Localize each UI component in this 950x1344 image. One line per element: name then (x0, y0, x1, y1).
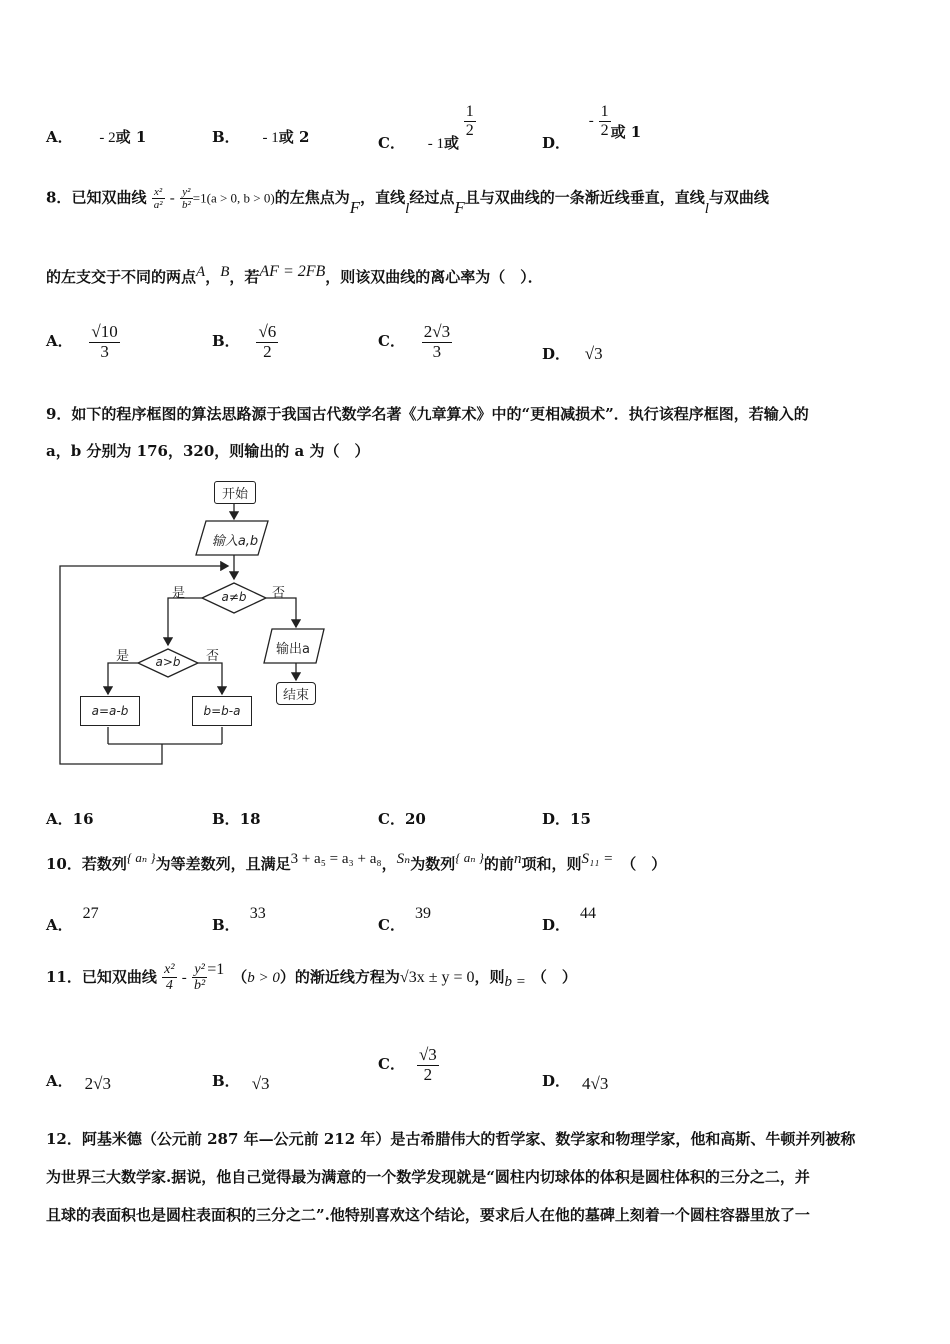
flow-box-b-minus-a: b=b-a (192, 696, 252, 726)
point-f: F (454, 197, 465, 217)
q9-option-b (212, 808, 261, 829)
q10-text: 的前 (483, 855, 514, 873)
frac-den: 2 (423, 1064, 433, 1084)
frac-den: b² (194, 978, 206, 994)
frac-num: √3 (418, 1045, 437, 1064)
question-number: 8． (46, 188, 72, 207)
frac-num: x² (164, 962, 175, 977)
option-label: B． (212, 916, 240, 934)
q9-option-a (46, 808, 94, 829)
q8-equation: AF = 2FB (259, 263, 326, 280)
frac-num: y² (192, 962, 207, 978)
flow-start: 开始 (214, 481, 256, 504)
flow-cond1-label: a≠b (221, 590, 247, 604)
option-value: 2√3 (84, 1074, 111, 1093)
question-number: 10． (46, 855, 82, 873)
option-label: B． (212, 128, 240, 146)
option-value: 16 (72, 810, 94, 828)
q11-eq: =1 (207, 960, 225, 978)
q8-text: ，则该双曲线的离心率为（ ）． (325, 268, 543, 286)
q10-text: （ ） (621, 855, 667, 873)
q9-option-d (542, 808, 591, 829)
q11-asymptote: √3x ± y = 0 (399, 968, 475, 986)
q8-text: 与双曲线 (708, 188, 769, 207)
fraction-x2-4 (162, 962, 176, 994)
option-suffix: 或 2 (278, 128, 310, 146)
sequence-an: { aₙ } (455, 850, 484, 865)
q11-text: 已知双曲线 (81, 967, 157, 986)
option-label: C． (378, 134, 405, 153)
fraction (417, 1046, 439, 1084)
frac-den: 3 (432, 341, 442, 361)
q11-text: （ ） (531, 967, 577, 986)
arrow-cond2-no (198, 663, 222, 694)
q10-text: ， (381, 855, 397, 873)
option-value: - 1 (262, 130, 279, 146)
q9-option-c (378, 808, 426, 829)
option-label: C． (378, 810, 405, 828)
q11-text: ，则 (474, 967, 505, 986)
option-value: 44 (580, 905, 597, 922)
frac-den: 2 (600, 121, 609, 139)
q9-line2: a，b 分别为 176，320，则输出的 a 为（ ） (46, 442, 370, 460)
line-l: l (405, 200, 410, 217)
q11-option-c (378, 1046, 439, 1084)
option-value: 33 (249, 905, 266, 922)
option-label: A． (46, 128, 73, 146)
q11-condition: b > 0 (247, 969, 280, 986)
option-suffix: 或 1 (610, 123, 642, 142)
q8-text: ，若 (229, 268, 260, 286)
q9-line1: 9．如下的程序框图的算法思路源于我国古代数学名著《九章算术》中的“更相减损术”．执行该程序框图，若输入的 (46, 405, 809, 423)
q10-equation: 3 + a₅ = a₃ + a₈ (290, 851, 382, 867)
q12-line1: 12．阿基米德（公元前 287 年—公元前 212 年）是古希腊伟大的哲学家、数学家和物理学家，他和高斯、牛顿并列被称 (46, 1130, 856, 1148)
frac-num: x² (152, 186, 165, 199)
option-label: D． (542, 810, 571, 828)
arrow-cond1-no (266, 598, 296, 627)
q8-text: 经过点 (409, 188, 455, 207)
q8-text: 的左焦点为 (274, 188, 350, 207)
q12-line3: 且球的表面积也是圆柱表面积的三分之二”.他特别喜欢这个结论，要求后人在他的墓碑上刻着一个圆柱容器里放了一 (46, 1206, 810, 1224)
option-value: 20 (404, 810, 426, 828)
q10-text: 为数列 (410, 855, 456, 873)
flow-yes2: 是 (116, 649, 130, 664)
frac-den: 3 (100, 341, 109, 361)
sum-s11: S₁₁ = (581, 851, 614, 867)
option-label: A． (46, 916, 73, 934)
option-prefix: - (588, 113, 594, 130)
option-value: 4√3 (582, 1074, 609, 1093)
option-label: B． (212, 332, 240, 351)
frac-num: 2√3 (423, 322, 451, 341)
q10-option-d (542, 902, 597, 934)
q12-line2: 为世界三大数学家.据说，他自己觉得最为满意的一个数学发现就是“圆柱内切球体的体积是圆柱体积的三分之二，并 (46, 1168, 810, 1186)
sum-sn: Sₙ (396, 851, 411, 867)
option-label: C． (378, 1055, 405, 1074)
frac-num: √10 (91, 322, 118, 341)
flow-output-label: 输出a (276, 642, 310, 657)
frac-num: √6 (258, 322, 277, 341)
frac-num: y² (180, 186, 193, 199)
sequence-an: { aₙ } (126, 850, 156, 865)
option-label: D． (542, 916, 571, 934)
line-l: l (704, 200, 709, 217)
n-var: n (513, 851, 522, 867)
frac-num: 1 (465, 103, 474, 120)
frac-den: 2 (465, 121, 474, 139)
option-value: 15 (570, 810, 591, 828)
flow-no2: 否 (206, 649, 220, 664)
frac-den: 4 (165, 978, 173, 994)
flow-cond2-label: a>b (155, 655, 181, 669)
option-label: C． (378, 916, 405, 934)
option-value: - 1 (427, 136, 444, 153)
q11-option-d (542, 1070, 608, 1091)
q11-option-a (46, 1070, 111, 1091)
q8-text: 的左支交于不同的两点 (46, 268, 197, 286)
flow-end: 结束 (276, 682, 316, 705)
option-label: A． (46, 810, 73, 828)
q10-text: 项和，则 (521, 855, 582, 873)
frac-den: 2 (263, 341, 272, 361)
b-var: b = (504, 973, 526, 990)
point-a: A (196, 264, 206, 280)
q10-option-a (46, 902, 99, 934)
flow-yes1: 是 (172, 586, 186, 601)
point-b: B (220, 264, 230, 280)
q8-text: ， (205, 268, 221, 286)
q10-text: 为等差数列，且满足 (155, 855, 291, 873)
option-value: 39 (414, 905, 431, 922)
option-label: D． (542, 345, 571, 363)
flow-no1: 否 (272, 586, 286, 601)
flow-input-label: 输入a,b (211, 534, 259, 549)
point-f: F (349, 197, 361, 217)
frac-den: a² (153, 199, 163, 212)
flow-box-a-minus-b: a=a-b (80, 696, 140, 726)
q11-line: 11．已知双曲线 $\frac{\text{x²}}{4}$ - $\frac{\text{y²}}{\text{b²}}$ =1 （b > 0）的渐近线方程为√3x ± y = 0，则b = （ ） (46, 960, 577, 994)
option-label: A． (46, 332, 73, 351)
question-number: 11． (46, 967, 82, 986)
frac-den: b² (181, 199, 191, 212)
option-label: A． (46, 1072, 73, 1090)
q10-line (46, 850, 667, 874)
option-value: √3 (584, 344, 603, 363)
option-value: √3 (251, 1074, 270, 1093)
q11-text: ）的渐近线方程为 (279, 967, 400, 986)
q8-text: 且与双曲线的一条渐近线垂直，直线 (464, 188, 705, 207)
option-suffix: 或 (443, 134, 459, 153)
arrow-cond2-yes (108, 663, 138, 694)
option-value: 27 (82, 905, 99, 922)
option-value: - 2 (99, 130, 116, 146)
q8-text: 已知双曲线 (71, 188, 147, 207)
q10-text: 若数列 (81, 855, 127, 873)
q11-text: （ (232, 967, 248, 986)
frac-num: 1 (600, 103, 609, 120)
q10-option-b (212, 902, 266, 934)
arrow-cond1-yes (168, 598, 202, 645)
q8-text: ，直线 (360, 188, 406, 207)
q8-condition: =1(a > 0, b > 0) (192, 190, 275, 206)
option-label: B． (212, 1072, 240, 1090)
option-suffix: 或 1 (115, 128, 147, 146)
option-value: 18 (239, 810, 261, 828)
q11-option-b (212, 1070, 270, 1091)
option-label: B． (212, 810, 240, 828)
fraction-y2-b2 (192, 962, 207, 994)
option-label: D． (542, 1072, 571, 1090)
q8-line1: 8．已知双曲线 $\frac{\text{x²}}{\text{a²}}$ - $\frac{\text{y²}}{\text{b²}}$ =1(a > 0, b > 0)的左焦点为F，直线l经过点F且与双曲线的一条渐近线垂直，直线l与双曲线 (46, 186, 769, 217)
q10-option-c (378, 902, 431, 934)
option-label: C． (378, 332, 405, 351)
option-label: D． (542, 134, 571, 153)
